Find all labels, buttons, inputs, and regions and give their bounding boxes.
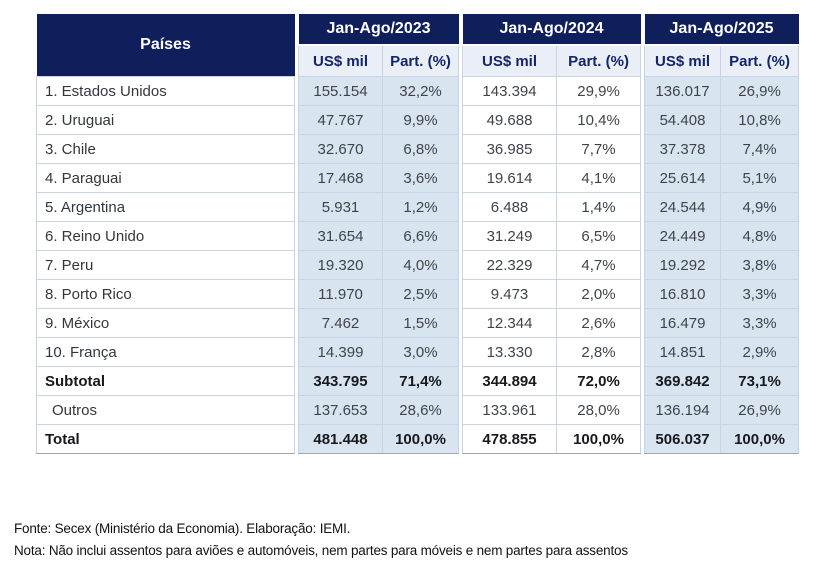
exports-table-wrapper	[36, 14, 799, 454]
value-cell: 9.473	[463, 280, 557, 309]
value-cell: 19.320	[299, 251, 383, 280]
value-cell: 4,9%	[721, 193, 799, 222]
value-cell: 13.330	[463, 338, 557, 367]
countries-column-header: Países	[37, 14, 295, 77]
country-cell: 8. Porto Rico	[37, 280, 295, 309]
value-cell: 5.931	[299, 193, 383, 222]
value-cell: 7,7%	[557, 135, 641, 164]
value-cell: 16.479	[645, 309, 721, 338]
country-cell: 5. Argentina	[37, 193, 295, 222]
country-cell: 4. Paraguai	[37, 164, 295, 193]
value-cell: 137.653	[299, 396, 383, 425]
table-body	[37, 77, 799, 454]
value-cell: 31.654	[299, 222, 383, 251]
value-cell: 100,0%	[383, 425, 459, 454]
value-cell: 36.985	[463, 135, 557, 164]
value-cell: 54.408	[645, 106, 721, 135]
value-cell: 4,0%	[383, 251, 459, 280]
value-cell: 49.688	[463, 106, 557, 135]
source-line: Fonte: Secex (Ministério da Economia). Elaboração: IEMI.	[14, 521, 351, 536]
value-cell: 10,8%	[721, 106, 799, 135]
value-cell: 26,9%	[721, 77, 799, 106]
country-cell: Total	[37, 425, 295, 454]
table-header	[37, 14, 799, 77]
table-row	[37, 396, 799, 425]
table-row	[37, 77, 799, 106]
value-cell: 1,2%	[383, 193, 459, 222]
value-cell: 6,6%	[383, 222, 459, 251]
country-cell: 1. Estados Unidos	[37, 77, 295, 106]
value-cell: 28,0%	[557, 396, 641, 425]
value-cell: 29,9%	[557, 77, 641, 106]
value-cell: 3,0%	[383, 338, 459, 367]
table-row	[37, 425, 799, 454]
part-pct-header-2025: Part. (%)	[721, 45, 799, 77]
period-2023-header: Jan-Ago/2023	[299, 14, 459, 45]
value-cell: 2,5%	[383, 280, 459, 309]
value-cell: 100,0%	[721, 425, 799, 454]
usd-mil-header-2025: US$ mil	[645, 45, 721, 77]
value-cell: 25.614	[645, 164, 721, 193]
value-cell: 17.468	[299, 164, 383, 193]
value-cell: 2,6%	[557, 309, 641, 338]
value-cell: 28,6%	[383, 396, 459, 425]
value-cell: 344.894	[463, 367, 557, 396]
country-cell: Outros	[37, 396, 295, 425]
value-cell: 26,9%	[721, 396, 799, 425]
value-cell: 1,5%	[383, 309, 459, 338]
value-cell: 14.399	[299, 338, 383, 367]
value-cell: 2,9%	[721, 338, 799, 367]
value-cell: 6,8%	[383, 135, 459, 164]
value-cell: 7.462	[299, 309, 383, 338]
period-2024-header: Jan-Ago/2024	[463, 14, 641, 45]
table-row	[37, 106, 799, 135]
country-cell: Subtotal	[37, 367, 295, 396]
period-header-row	[37, 14, 799, 45]
value-cell: 32,2%	[383, 77, 459, 106]
value-cell: 6.488	[463, 193, 557, 222]
value-cell: 31.249	[463, 222, 557, 251]
table-row	[37, 309, 799, 338]
table-row	[37, 222, 799, 251]
value-cell: 72,0%	[557, 367, 641, 396]
table-row	[37, 193, 799, 222]
value-cell: 14.851	[645, 338, 721, 367]
note-line: Nota: Não inclui assentos para aviões e automóveis, nem partes para móveis e nem partes para assentos	[14, 543, 628, 558]
country-cell: 3. Chile	[37, 135, 295, 164]
value-cell: 11.970	[299, 280, 383, 309]
value-cell: 16.810	[645, 280, 721, 309]
value-cell: 155.154	[299, 77, 383, 106]
value-cell: 24.544	[645, 193, 721, 222]
value-cell: 4,8%	[721, 222, 799, 251]
usd-mil-header-2024: US$ mil	[463, 45, 557, 77]
value-cell: 73,1%	[721, 367, 799, 396]
value-cell: 2,8%	[557, 338, 641, 367]
value-cell: 100,0%	[557, 425, 641, 454]
table-row	[37, 280, 799, 309]
value-cell: 19.292	[645, 251, 721, 280]
value-cell: 22.329	[463, 251, 557, 280]
value-cell: 136.194	[645, 396, 721, 425]
country-cell: 7. Peru	[37, 251, 295, 280]
value-cell: 32.670	[299, 135, 383, 164]
table-row	[37, 251, 799, 280]
value-cell: 7,4%	[721, 135, 799, 164]
value-cell: 4,7%	[557, 251, 641, 280]
value-cell: 4,1%	[557, 164, 641, 193]
part-pct-header-2024: Part. (%)	[557, 45, 641, 77]
value-cell: 71,4%	[383, 367, 459, 396]
value-cell: 24.449	[645, 222, 721, 251]
period-2025-header: Jan-Ago/2025	[645, 14, 799, 45]
value-cell: 143.394	[463, 77, 557, 106]
value-cell: 3,6%	[383, 164, 459, 193]
exports-by-country-table	[36, 14, 799, 454]
value-cell: 3,8%	[721, 251, 799, 280]
table-row	[37, 367, 799, 396]
value-cell: 19.614	[463, 164, 557, 193]
value-cell: 478.855	[463, 425, 557, 454]
country-cell: 9. México	[37, 309, 295, 338]
value-cell: 133.961	[463, 396, 557, 425]
table-row	[37, 135, 799, 164]
table-row	[37, 338, 799, 367]
footer-notes	[14, 518, 628, 562]
value-cell: 12.344	[463, 309, 557, 338]
value-cell: 3,3%	[721, 309, 799, 338]
value-cell: 9,9%	[383, 106, 459, 135]
value-cell: 369.842	[645, 367, 721, 396]
value-cell: 6,5%	[557, 222, 641, 251]
country-cell: 6. Reino Unido	[37, 222, 295, 251]
value-cell: 1,4%	[557, 193, 641, 222]
value-cell: 2,0%	[557, 280, 641, 309]
value-cell: 506.037	[645, 425, 721, 454]
value-cell: 10,4%	[557, 106, 641, 135]
value-cell: 47.767	[299, 106, 383, 135]
usd-mil-header-2023: US$ mil	[299, 45, 383, 77]
value-cell: 5,1%	[721, 164, 799, 193]
value-cell: 3,3%	[721, 280, 799, 309]
country-cell: 2. Uruguai	[37, 106, 295, 135]
value-cell: 37.378	[645, 135, 721, 164]
part-pct-header-2023: Part. (%)	[383, 45, 459, 77]
value-cell: 481.448	[299, 425, 383, 454]
value-cell: 136.017	[645, 77, 721, 106]
value-cell: 343.795	[299, 367, 383, 396]
country-cell: 10. França	[37, 338, 295, 367]
table-row	[37, 164, 799, 193]
